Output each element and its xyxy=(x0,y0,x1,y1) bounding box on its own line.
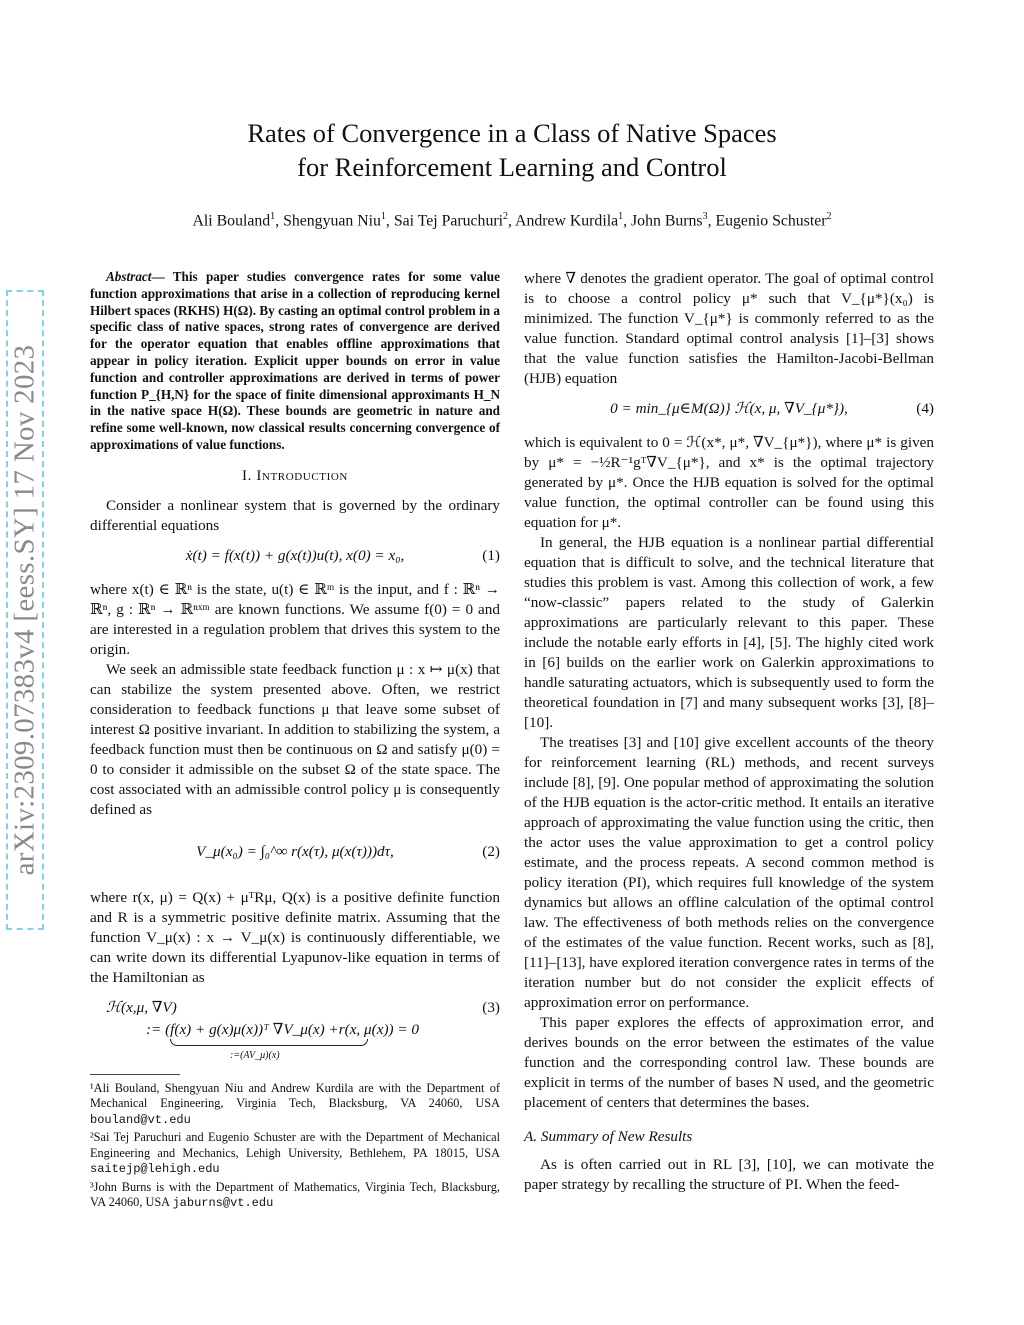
subsection-heading: A. Summary of New Results xyxy=(524,1128,693,1145)
equation-body: 0 = min_{μ∈M(Ω)} ℋ(x, μ, ∇V_{μ*}), xyxy=(610,400,848,417)
underbrace xyxy=(170,1039,368,1046)
author: Ali Bouland xyxy=(192,212,271,230)
paragraph: In general, the HJB equation is a nonlinear partial differential equation that is difficult to solve, and the technical literature that studies this problem is vast. Among this collection of work, a few “now-classic” papers related to the study of Galerkin approximations are particularly relevant to this paper. These include the notable early efforts in [4], [5]. The highly cited work in [6] builds on the earlier work on Galerkin approximations to handle saturating actuators, which is subsequently used to form the theoretical foundation in [7] and many subsequent works [3], [8]–[10]. xyxy=(524,534,934,731)
paragraph: which is equivalent to 0 = ℋ(x*, μ*, ∇V_{μ*}), where μ* is given by μ* = −½R⁻¹gᵀ∇V_{μ*}, and x* is the optimal trajectory generated by μ*. Once the HJB equation is solved for the optimal value function, the optimal controller can be found using this equation for μ*. xyxy=(524,434,934,531)
arxiv-watermark xyxy=(6,290,44,930)
equation-number: (4) xyxy=(916,400,934,417)
paragraph: where x(t) ∈ ℝⁿ is the state, u(t) ∈ ℝᵐ is the input, and f : ℝⁿ → ℝⁿ, g : ℝⁿ → ℝⁿˣᵐ are known functions. We assume f(0) = 0 and are interested in a regulation problem that drives this system to the origin. xyxy=(90,580,500,658)
footnote xyxy=(90,1180,500,1212)
equation-number: (3) xyxy=(482,998,500,1016)
footnote xyxy=(90,1081,500,1129)
footnote-text: ³John Burns is with the Department of Mathematics, Virginia Tech, Blacksburg, VA 24060, USA xyxy=(90,1179,500,1210)
equation-number: (1) xyxy=(482,546,500,564)
author: Andrew Kurdila xyxy=(515,212,619,230)
equation-body: V_μ(x₀) = ∫₀^∞ r(x(τ), μ(x(τ)))dτ, xyxy=(196,842,394,860)
email: jaburns@vt.edu xyxy=(172,1196,274,1211)
paragraph: where r(x, μ) = Q(x) + μᵀRμ, Q(x) is a positive definite function and R is a symmetric positive definite matrix. Assuming that the function V_μ(x) : x → V_μ(x) is continuously differentiable, we can write down its differential Lyapunov-like equation in terms of the Hamiltonian as xyxy=(90,888,500,986)
watermark-text: arXiv:2309.07383v4 [eess.SY] 17 Nov 2023 xyxy=(8,344,41,876)
author-affiliation: 1 xyxy=(618,211,624,222)
equation-number: (2) xyxy=(482,842,500,860)
section-heading xyxy=(90,466,500,486)
footnote-text: ¹Ali Bouland, Shengyuan Niu and Andrew Kurdila are with the Department of Mechanical Engineering, Virginia Tech, Blacksburg, VA 24060, USA xyxy=(90,1080,500,1111)
equation-2 xyxy=(90,830,500,878)
author: Eugenio Schuster xyxy=(715,212,827,230)
paragraph: The treatises [3] and [10] give excellent accounts of the theory for reinforcement learning (RL) methods, and recent surveys include [8], [9]. One popular method of approximating the solution of the HJB equation is the actor-critic method. It entails an iterative approach of approximating the value function using the critic, then the actor uses the value approximation to get a control policy estimate, and the process repeats. A second common method is policy iteration (PI), which requires full knowledge of the system dynamics but allows an offline calculation of the optimal control law. The effectiveness of both methods relies on the convergence of the estimates of the value function. Recent works, such as [8], [11]–[13], have explored iteration convergence rates in terms of the iteration number but do not consider the explicit effects of approximation error on performance. xyxy=(524,734,934,1011)
author: John Burns xyxy=(631,212,703,230)
title-line-2: for Reinforcement Learning and Control xyxy=(297,152,727,182)
equation-line: ℋ(x,μ, ∇V) xyxy=(106,998,177,1016)
paper-title xyxy=(0,116,1024,184)
author-affiliation: 3 xyxy=(702,211,708,222)
author-affiliation: 1 xyxy=(380,211,386,222)
abstract-label: Abstract xyxy=(106,269,152,284)
underbrace-label: :=(AV_μ)(x) xyxy=(230,1049,280,1061)
author: Shengyuan Niu xyxy=(283,212,381,230)
equation-3 xyxy=(90,998,500,1064)
paragraph: Consider a nonlinear system that is governed by the ordinary differential equations xyxy=(90,496,500,534)
email: bouland@vt.edu xyxy=(90,1112,191,1127)
paragraph: where ∇ denotes the gradient operator. The goal of optimal control is to choose a control policy μ* such that V_{μ*}(x₀) is minimized. The function V_{μ*} is commonly referred to as the value function. Standard optimal control analysis [1]–[3] shows that the value function satisfies the Hamilton-Jacobi-Bellman (HJB) equation xyxy=(524,270,934,387)
paragraph: We seek an admissible state feedback function μ : x ↦ μ(x) that can stabilize the system presented above. Often, we restrict consideration to feedback functions μ that leave some subset of interest Ω positive invariant. In addition to stabilizing the system, a feedback function must then be continuous on Ω and satisfy μ(0) = 0 to consider it admissible on the subset Ω of the state space. The cost associated with an admissible control policy μ is consequently defined as xyxy=(90,660,500,818)
left-column xyxy=(90,269,500,1212)
right-column xyxy=(524,269,934,1195)
footnote-text: ²Sai Tej Paruchuri and Eugenio Schuster are with the Department of Mechanical Engineering and Mechanics, Lehigh University, Bethlehem, PA 18015, USA xyxy=(90,1130,500,1160)
author-affiliation: 2 xyxy=(826,211,832,222)
footnote-rule xyxy=(90,1074,180,1075)
equation-line: := (f(x) + g(x)μ(x))ᵀ ∇V_μ(x) +r(x, μ(x)) = 0 xyxy=(146,1020,420,1038)
email: saitejp@lehigh.edu xyxy=(90,1162,220,1177)
abstract-text: This paper studies convergence rates for some value function approximations that arise in a collection of reproducing kernel Hilbert spaces (RKHS) H(Ω). By casting an optimal control problem in a specific class of native spaces, strong rates of convergence are derived for the operator equation that enables offline approximations that appear in policy iteration. Explicit upper bounds on error in value function and controller approximations are derived in terms of power function P_{H,N} for the space of finite dimensional approximants H_N in the native space H(Ω). These bounds are geometric in nature and refine some well-known, now classical results concerning convergence of approximations of value functions. xyxy=(90,269,500,452)
author-list: Ali Bouland$^1$, Shengyuan Niu$^1$, Sai Tej Paruchuri$^2$, Andrew Kurdila$^1$, John Burns$^3$, Eugenio Schuster$^2$ xyxy=(192,211,832,230)
equation-body: ẋ(t) = f(x(t)) + g(x(t))u(t), x(0) = x₀, xyxy=(185,546,405,564)
paragraph: This paper explores the effects of approximation error, and derives bounds on the error between the estimates of the value function and the corresponding control law. These bounds are explicit in terms of the number of bases N used, and the geometric placement of centers that determines the bases. xyxy=(524,1014,934,1111)
equation-1 xyxy=(90,546,500,570)
author-affiliation: 1 xyxy=(270,211,276,222)
title-line-1: Rates of Convergence in a Class of Native Spaces xyxy=(247,118,777,148)
section-title: Introduction xyxy=(256,467,348,484)
abstract: Abstract— This paper studies convergence rates for some value function approximations that arise in a collection of reproducing kernel Hilbert spaces (RKHS) H(Ω). By casting an optimal control problem in a specific class of native spaces, strong rates of convergence are derived for the operator equation that enables offline approximations that appear in policy iteration. Explicit upper bounds on error in value function and controller approximations are derived in terms of power function P_{H,N} for the space of finite dimensional approximants H_N in the native space H(Ω). These bounds are geometric in nature and refine some well-known, now classical results concerning convergence of approximations of value functions. xyxy=(90,269,500,452)
paragraph: As is often carried out in RL [3], [10], we can motivate the paper strategy by recalling the structure of PI. When the feed- xyxy=(524,1156,934,1193)
author: Sai Tej Paruchuri xyxy=(393,212,503,230)
author-affiliation: 2 xyxy=(503,211,508,222)
section-number: I. xyxy=(242,467,252,484)
footnote xyxy=(90,1130,500,1178)
equation-4 xyxy=(524,399,934,423)
